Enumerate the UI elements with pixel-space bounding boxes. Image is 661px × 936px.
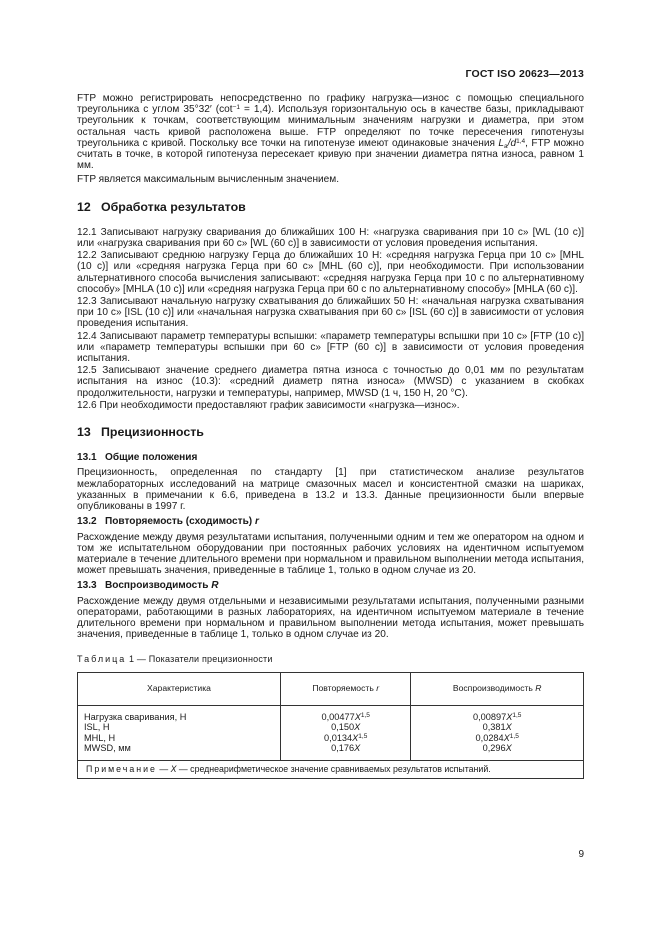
clause-12-1: 12.1 Записывают нагрузку сваривания до ближайших 100 Н: «нагрузка сваривания при 10 с» [WL (10 с)] или «нагрузка сваривания при 60 с» [WL (60 с)] в зависимости от условия проведения испытания. (77, 226, 584, 250)
subsection-13-2-text: Расхождение между двумя результатами испытания, полученными одним и тем же оператором на одном и том же испытательном оборудовании при постоянных рабочих условиях на идентичном испытуемом материале в течение длительного времени при нормальном и правильном выполнении метода испытания, может превышать значения, приведенные в таблице 1, только в одном случае из 20. (77, 531, 584, 577)
intro-paragraph-ftp-max: FTP является максимальным вычисленным значением. (77, 174, 340, 186)
clause-12-2: 12.2 Записывают среднюю нагрузку Герца до ближайших 10 Н: «средняя нагрузка Герца при 10 с» [MHL (10 с)] или «средняя нагрузка Герца при 60 с» [MHL (60 с)], при необходимости. При использовании альтернативного способа вычисления записывают: «средняя нагрузка Герца при 10 с по альтернативному способу» [MHLA (10 с)] или «средняя нагрузка Герца при 60 с по альтернативному способу» [MHLA (60 с)]. (77, 250, 584, 295)
reproducibility-cell: $0,00897X^{1,5}$ 0,381X $0,0284X^{1,5}$ 0,296X (411, 705, 584, 760)
clause-12-3: 12.3 Записывают начальную нагрузку схватывания до ближайших 50 Н: «начальная нагрузка схватывания при 10 с» [ISL (10 с)] или «начальная нагрузка схватывания при 60 с» [ISL (60 с)] в зависимости от условия проведения испытания. (77, 296, 584, 330)
subsection-13-3-text: Расхождение между двумя отдельными и независимыми результатами испытания, полученными разными операторами, работающими в разных лабораториях, на идентичном испытуемом материале в течение длительного времени при нормальном и правильном выполнении метода испытания, может превышать значения, приведенные в таблице 1, только в одном случае из 20. (77, 595, 584, 641)
col-header-repeatability: Повторяемость r (281, 672, 411, 705)
page-body (77, 93, 584, 779)
clause-12-4: 12.4 Записывают параметр температуры вспышки: «параметр температуры вспышки при 10 с» [FTP (10 с)] или «параметр температуры вспышки при 60 с» [FTP (60 с)] в зависимости от условия проведения испытания. (77, 330, 584, 365)
section-12-heading: 12 Обработка результатов (77, 199, 246, 214)
subsection-13-1-heading: 13.1 Общие положения (77, 452, 198, 464)
table-header-row (78, 672, 584, 705)
clause-12-6: 12.6 При необходимости предоставляют график зависимости «нагрузка—износ». (77, 399, 460, 411)
characteristic-cell: Нагрузка сваривания, Н ISL, Н MHL, Н MWSD, мм (78, 705, 281, 760)
table-row (78, 705, 584, 760)
table-note: Примечание — X — среднеарифметическое значение сравниваемых результатов испытаний. (78, 760, 584, 778)
page-header-standard-id: ГОСТ ISO 20623—2013 (465, 68, 584, 80)
subsection-13-1-text: Прецизионность, определенная по стандарту [1] при статистическом анализе результатов межлабораторных исследований на матрице смазочных масел и консистентной смазки на шариках, указанных в примечании к 6.6, приведена в 13.2 и 13.3. Данные прецизионности были впервые опубликованы в 1997 г. (77, 467, 584, 513)
repeatability-cell: $0,00477X^{1,5}$ 0,150X $0,0134X^{1,5}$ 0,176X (281, 705, 411, 760)
precision-table (77, 672, 584, 780)
clause-12-5: 12.5 Записывают значение среднего диаметра пятна износа с точностью до 0,01 мм по результатам испытания на износ (10.3): «средний диаметр пятна износа» (MWSD) с указанием в скобках продолжительности, нагрузки и температуры, например, MWSD (1 ч, 150 Н, 20 °С). (77, 365, 584, 399)
intro-paragraph-ftp: FTP можно регистрировать непосредственно по графику нагрузка—износ с помощью специального треугольника с углом 35°32′ $(\cot^{-1} = 1,4)$. Используя горизонтальную ось в качестве базы, прикладывают треугольник к точкам, соответствующим минимальным значениям нагрузки и диаметра, при этом остальная часть кривой расположена выше. FTP определяют по точке пересечения гипотенузы треугольника с кривой. Поскольку все точки на гипотенузе имеют одинаковые значения $L_a/d^{1,4}$, FTP можно считать в точке, в которой гипотенуза пересекает кривую при значении диаметра пятна износа, равном 1 мм. (77, 93, 584, 172)
subsection-13-3-heading: 13.3 Воспроизводимость R (77, 580, 219, 592)
table-note-row (78, 760, 584, 778)
page-number: 9 (578, 849, 584, 860)
subsection-13-2-heading: 13.2 Повторяемость (сходимость) r (77, 516, 259, 528)
col-header-characteristic: Характеристика (78, 672, 281, 705)
col-header-reproducibility: Воспроизводимость R (411, 672, 584, 705)
section-13-heading: 13 Прецизионность (77, 425, 204, 440)
table-1-caption: Таблица 1 — Показатели прецизионности (77, 654, 273, 665)
